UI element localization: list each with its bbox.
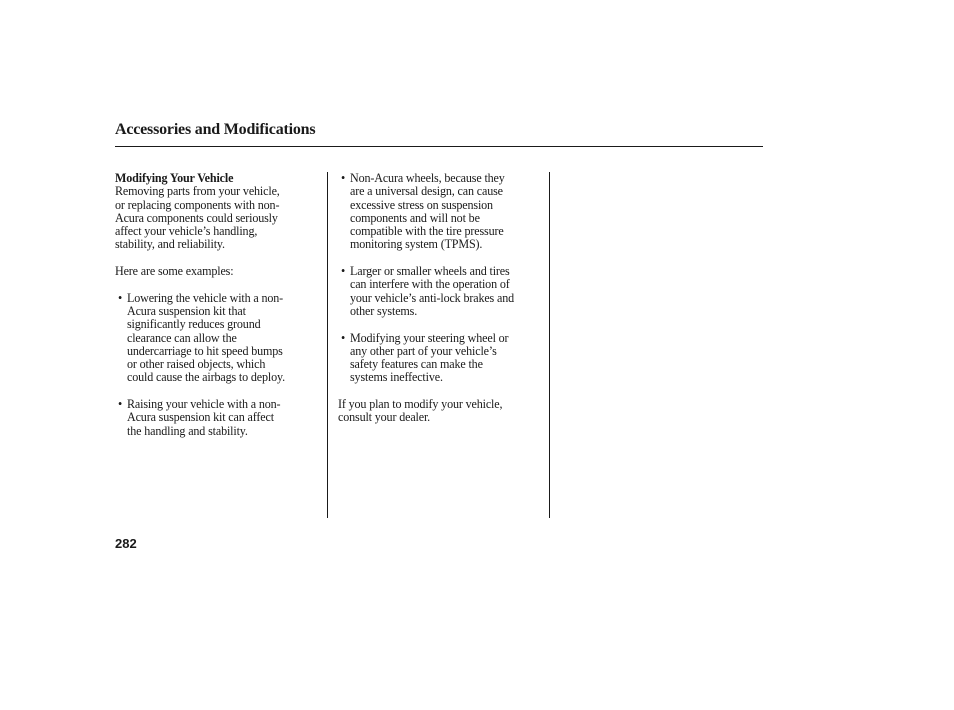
bullet-line: Lowering the vehicle with a non- (127, 290, 284, 305)
examples-intro: Here are some examples: (115, 264, 234, 279)
paragraph-line: affect your vehicle’s handling, (115, 224, 258, 239)
bullet-icon: • (341, 330, 346, 345)
bullet-line: undercarriage to hit speed bumps (127, 343, 283, 358)
column-divider-left (327, 172, 328, 518)
text-column-middle (338, 172, 546, 425)
bullet-line: other systems. (350, 303, 418, 318)
list-item (338, 172, 546, 252)
paragraph-line: consult your dealer. (338, 410, 431, 425)
bullet-line: compatible with the tire pressure (350, 224, 504, 239)
bullet-line: excessive stress on suspension (350, 197, 493, 212)
header-divider (115, 146, 763, 147)
bullet-icon: • (118, 397, 123, 412)
bullet-line: could cause the airbags to deploy. (127, 370, 286, 385)
paragraph-line: Acura components could seriously (115, 210, 278, 225)
paragraph-line: stability, and reliability. (115, 237, 225, 252)
list-item (115, 398, 320, 438)
bullet-line: Non-Acura wheels, because they (350, 171, 505, 185)
bullet-line: Larger or smaller wheels and tires (350, 264, 510, 279)
bullet-line: your vehicle’s anti-lock brakes and (350, 290, 515, 305)
bullet-icon: • (341, 171, 346, 185)
bullet-line: systems ineffective. (350, 370, 443, 385)
bullet-line: the handling and stability. (127, 423, 248, 438)
paragraph-line: If you plan to modify your vehicle, (338, 397, 503, 412)
list-item (338, 265, 546, 318)
list-item (338, 332, 546, 385)
text-column-left (115, 172, 320, 438)
intro-paragraph (115, 185, 320, 251)
bullet-line: any other part of your vehicle’s (350, 343, 497, 358)
bullet-icon: • (341, 264, 346, 279)
bullet-list (115, 292, 320, 438)
bullet-line: significantly reduces ground (127, 317, 261, 332)
bullet-line: monitoring system (TPMS). (350, 237, 483, 252)
paragraph-line: or replacing components with non- (115, 197, 280, 212)
bullet-line: Acura suspension kit that (127, 303, 246, 318)
section-heading: Modifying Your Vehicle (115, 171, 234, 185)
bullet-icon: • (118, 290, 123, 305)
closing-paragraph (338, 398, 546, 425)
page-number: 282 (115, 536, 137, 551)
bullet-line: Raising your vehicle with a non- (127, 397, 281, 412)
column-divider-right (549, 172, 550, 518)
paragraph-line: Removing parts from your vehicle, (115, 184, 280, 199)
list-item (115, 292, 320, 385)
bullet-line: are a universal design, can cause (350, 184, 503, 199)
page-title: Accessories and Modifications (115, 121, 316, 138)
bullet-line: clearance can allow the (127, 330, 237, 345)
bullet-line: Modifying your steering wheel or (350, 330, 509, 345)
bullet-line: can interfere with the operation of (350, 277, 510, 292)
bullet-line: components and will not be (350, 210, 480, 225)
bullet-line: safety features can make the (350, 357, 483, 372)
bullet-line: or other raised objects, which (127, 357, 266, 372)
bullet-list (338, 172, 546, 385)
bullet-line: Acura suspension kit can affect (127, 410, 274, 425)
